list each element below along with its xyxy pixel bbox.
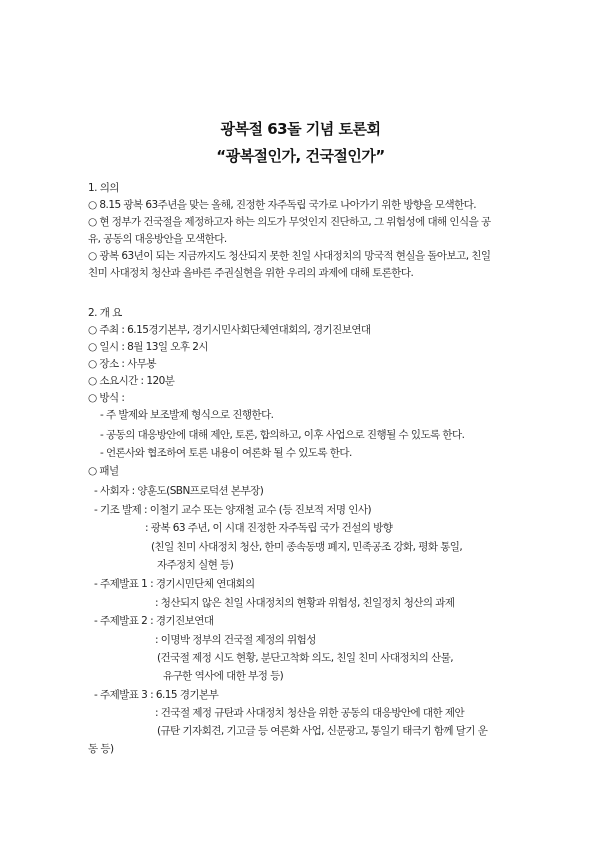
- panel-entry: - 주제발표 2 : 경기진보연대: [94, 615, 214, 627]
- panel-detail: (규탄 기자회견, 기고글 등 여론화 사업, 신문광고, 통일기 태극기 함께 달기 운: [157, 725, 488, 737]
- document-title: 광복절 63돌 기념 토론회: [220, 120, 381, 138]
- panel-detail: 자주정치 실현 등): [157, 559, 234, 571]
- panel-detail: (친일 친미 사대정치 청산, 한미 종속동맹 폐지, 민족공조 강화, 평화 통일,: [151, 541, 463, 553]
- list-subitem: - 공동의 대응방안에 대해 제안, 토론, 합의하고, 이후 사업으로 진행될 수 있도록 한다.: [100, 429, 465, 441]
- list-item: ○ 주최 : 6.15경기본부, 경기시민사회단체연대회의, 경기진보연대: [88, 324, 371, 336]
- list-subitem: - 언론사와 협조하여 토론 내용이 여론화 될 수 있도록 한다.: [100, 447, 352, 459]
- panel-detail: 동 등): [88, 743, 114, 755]
- panel-entry: - 주제발표 1 : 경기시민단체 연대회의: [94, 578, 255, 590]
- panel-entry: - 사회자 : 양훈도(SBN프로덕션 본부장): [94, 485, 264, 497]
- list-item: ○ 패널: [88, 465, 119, 477]
- list-item: ○ 일시 : 8월 13일 오후 2시: [88, 341, 208, 353]
- panel-detail: : 건국절 제정 규탄과 사대정치 청산을 위한 공동의 대응방안에 대한 제안: [155, 707, 465, 719]
- paragraph-line: ○ 광복 63년이 되는 지금까지도 청산되지 못한 친일 사대정치의 망국적 현실을 돌아보고, 친일: [88, 250, 491, 262]
- panel-detail: (건국절 제정 시도 현황, 분단고착화 의도, 친일 친미 사대정치의 산물,: [157, 652, 454, 664]
- paragraph-line: 유, 공동의 대응방안을 모색한다.: [88, 233, 227, 245]
- list-item: ○ 방식 :: [88, 392, 125, 404]
- paragraph-line: ○ 현 정부가 건국절을 제정하고자 하는 의도가 무엇인지 진단하고, 그 위험성에 대해 인식을 공: [88, 216, 491, 228]
- list-item: ○ 소요시간 : 120분: [88, 375, 175, 387]
- section-heading: 1. 의의: [88, 182, 119, 194]
- section-heading: 2. 개 요: [88, 307, 122, 319]
- panel-detail: : 이명박 정부의 건국절 제정의 위험성: [155, 634, 316, 646]
- panel-detail: : 광복 63 주년, 이 시대 진정한 자주독립 국가 건설의 방향: [145, 522, 393, 534]
- paragraph-line: ○ 8.15 광복 63주년을 맞는 올해, 진정한 자주독립 국가로 나아가기 위한 방향을 모색한다.: [88, 199, 477, 211]
- panel-detail: 유구한 역사에 대한 부정 등): [163, 670, 284, 682]
- list-subitem: - 주 발제와 보조발제 형식으로 진행한다.: [100, 409, 274, 421]
- paragraph-line: 친미 사대정치 청산과 올바른 주권실현을 위한 우리의 과제에 대해 토론한다.: [88, 267, 414, 279]
- panel-detail: : 청산되지 않은 친일 사대정치의 현황과 위험성, 친일정치 청산의 과제: [155, 597, 455, 609]
- list-item: ○ 장소 : 사무봉: [88, 358, 156, 370]
- panel-entry: - 기조 발제 : 이철기 교수 또는 양재철 교수 (등 진보적 저명 인사): [94, 504, 372, 516]
- document-subtitle: “광복절인가, 건국절인가”: [216, 147, 385, 165]
- panel-entry: - 주제발표 3 : 6.15 경기본부: [94, 689, 219, 701]
